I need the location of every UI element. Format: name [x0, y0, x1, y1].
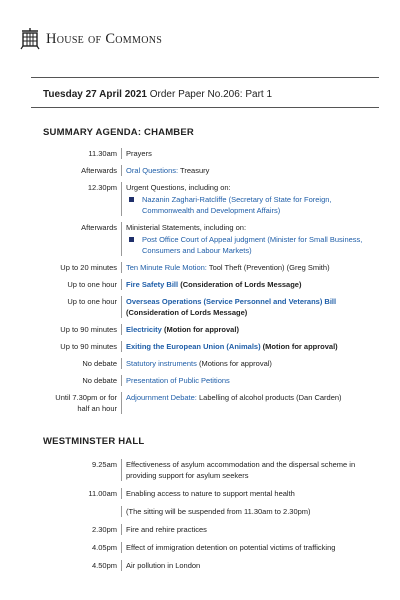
agenda-text: (Consideration of Lords Message) [126, 308, 248, 317]
agenda-link[interactable]: Ten Minute Rule Motion: [126, 263, 207, 272]
order-paper-title [43, 89, 272, 100]
agenda-text: (Motion for approval) [161, 325, 239, 334]
agenda-time: Up to 20 minutes [60, 263, 117, 272]
agenda-item [121, 222, 363, 256]
agenda-item [121, 262, 363, 273]
agenda-time: 2.30pm [91, 525, 117, 534]
agenda-text: Fire and rehire practices [126, 525, 207, 534]
agenda-link[interactable]: Presentation of Public Petitions [126, 376, 230, 385]
agenda-text: Effect of immigration detention on potential victims of trafficking [126, 543, 336, 552]
bullet-square-icon [129, 197, 134, 202]
agenda-text: Urgent Questions, including on: [126, 183, 231, 192]
agenda-row [43, 182, 363, 216]
agenda-text: Air pollution in London [126, 561, 201, 570]
agenda-link[interactable]: Oral Questions: [126, 166, 179, 175]
agenda-time: Up to 90 minutes [60, 325, 117, 334]
agenda-time: 11.00am [88, 489, 117, 498]
westminster-section-title: WESTMINSTER HALL [43, 436, 145, 447]
top-rule [31, 77, 379, 78]
agenda-time: 9.25am [91, 460, 117, 469]
agenda-text: Effectiveness of asylum accommodation and the dispersal scheme in providing support for asylum seekers [126, 460, 356, 480]
agenda-link[interactable]: Fire Safety Bill [126, 280, 179, 289]
agenda-row [43, 375, 363, 386]
agenda-text: (Motion for approval) [260, 342, 338, 351]
agenda-link[interactable]: Adjournment Debate: [126, 393, 197, 402]
agenda-row [43, 222, 363, 256]
agenda-text: Enabling access to nature to support mental health [126, 489, 295, 498]
agenda-row [43, 459, 363, 481]
agenda-bullet-link[interactable]: Post Office Court of Appeal judgment (Minister for Small Business, Consumers and Labour Markets) [142, 235, 363, 255]
agenda-bullet [126, 234, 363, 256]
agenda-row [43, 542, 363, 553]
agenda-row [43, 524, 363, 535]
portcullis-logo-icon [20, 28, 40, 50]
bullet-square-icon [129, 237, 134, 242]
agenda-time: Up to 90 minutes [60, 342, 117, 351]
agenda-row [43, 560, 363, 571]
agenda-item [121, 165, 363, 176]
agenda-text: Prayers [126, 149, 152, 158]
agenda-time: 4.50pm [91, 561, 117, 570]
agenda-item [121, 506, 363, 517]
agenda-item [121, 148, 363, 159]
agenda-row [43, 279, 363, 290]
agenda-time: No debate [82, 359, 117, 368]
agenda-text: (Consideration of Lords Message) [178, 280, 302, 289]
agenda-row [43, 392, 363, 414]
date-rule [31, 107, 379, 108]
agenda-item [121, 279, 363, 290]
paper-number: Order Paper No.206: Part 1 [146, 89, 273, 100]
agenda-row [43, 165, 363, 176]
agenda-item [121, 488, 363, 499]
brand-text: House of Commons [46, 30, 163, 47]
agenda-item [121, 459, 363, 481]
agenda-text: Tool Theft (Prevention) (Greg Smith) [206, 263, 330, 272]
paper-date: Tuesday 27 April 2021 [43, 89, 147, 100]
agenda-text: (The sitting will be suspended from 11.30am to 2.30pm) [126, 507, 311, 516]
agenda-item [121, 542, 363, 553]
agenda-item [121, 392, 363, 414]
agenda-item [121, 324, 363, 335]
chamber-agenda [43, 148, 363, 420]
westminster-agenda [43, 459, 363, 578]
agenda-link[interactable]: Electricity [126, 325, 162, 334]
agenda-time: 12.30pm [87, 183, 117, 192]
agenda-time: 4.05pm [91, 543, 117, 552]
agenda-link[interactable]: Statutory instruments [126, 359, 197, 368]
agenda-item [121, 524, 363, 535]
agenda-link[interactable]: Exiting the European Union (Animals) [126, 342, 261, 351]
header [20, 28, 162, 50]
agenda-time: Afterwards [81, 166, 117, 175]
agenda-text: Ministerial Statements, including on: [126, 223, 247, 232]
agenda-bullet-link[interactable]: Nazanin Zaghari-Ratcliffe (Secretary of State for Foreign, Commonwealth and Development Affairs) [142, 195, 332, 215]
agenda-item [121, 296, 363, 318]
agenda-row [43, 324, 363, 335]
agenda-row [43, 296, 363, 318]
agenda-text: (Motions for approval) [196, 359, 272, 368]
agenda-item [121, 182, 363, 216]
agenda-text: Labelling of alcohol products (Dan Carden) [196, 393, 342, 402]
agenda-time: Afterwards [81, 223, 117, 232]
chamber-section-title: SUMMARY AGENDA: CHAMBER [43, 127, 194, 138]
agenda-time [43, 506, 121, 517]
agenda-time: 11.30am [88, 149, 117, 158]
agenda-row [43, 358, 363, 369]
agenda-time: Until 7.30pm or for half an hour [55, 393, 117, 413]
agenda-row [43, 341, 363, 352]
agenda-row [43, 506, 363, 517]
agenda-item [121, 341, 363, 352]
agenda-item [121, 375, 363, 386]
agenda-bullet [126, 194, 363, 216]
agenda-row [43, 262, 363, 273]
agenda-row [43, 488, 363, 499]
agenda-time: No debate [82, 376, 117, 385]
agenda-link[interactable]: Overseas Operations (Service Personnel and Veterans) Bill [126, 297, 337, 306]
agenda-text: Treasury [178, 166, 210, 175]
agenda-time: Up to one hour [67, 280, 117, 289]
agenda-row [43, 148, 363, 159]
brand-name [46, 31, 162, 48]
agenda-time: Up to one hour [67, 297, 117, 306]
agenda-item [121, 560, 363, 571]
agenda-item [121, 358, 363, 369]
